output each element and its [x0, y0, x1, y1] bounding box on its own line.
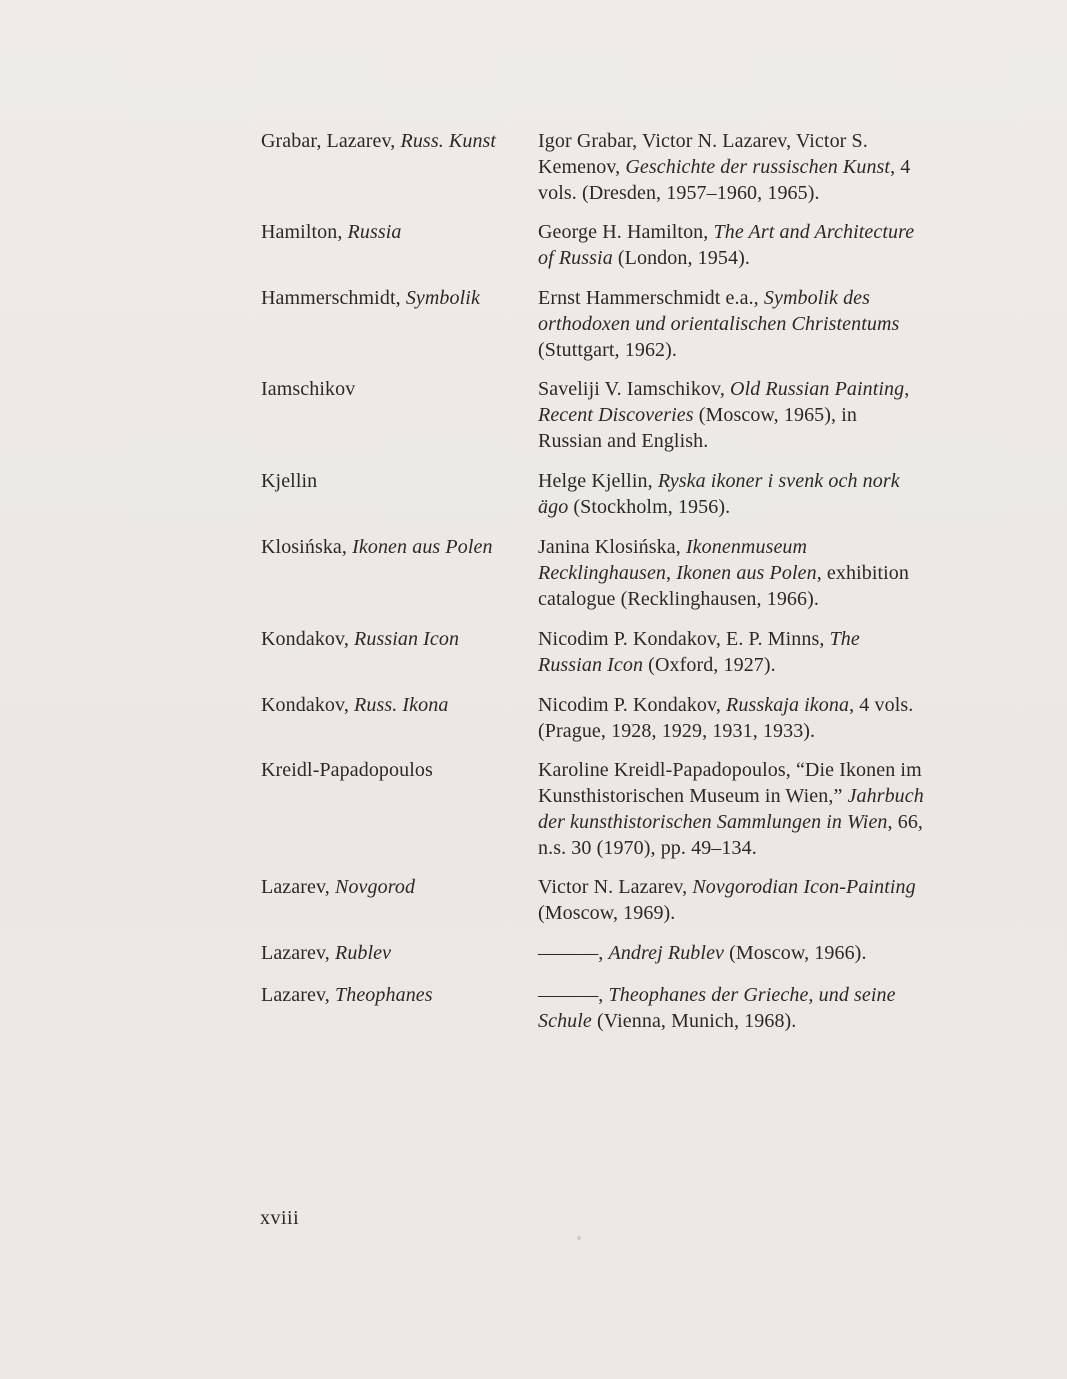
- italic-title-text: Ikonenmuseum Recklinghausen: [538, 536, 808, 584]
- citation-text: Grabar, Lazarev,: [261, 130, 401, 152]
- italic-title-text: Ryska ikoner i svenk och nork ägo: [538, 470, 900, 518]
- entry-full-citation: [538, 376, 926, 454]
- italic-title-text: Russkaja ikona: [726, 694, 850, 716]
- paper-speck: [577, 1236, 581, 1240]
- bibliography-entry: [261, 757, 926, 861]
- entry-full-citation: [538, 757, 926, 861]
- citation-text: Helge Kjellin,: [538, 470, 658, 492]
- bibliography-entry: [261, 940, 926, 966]
- citation-text: (Moscow, 1969).: [538, 902, 676, 924]
- citation-text: Karoline Kreidl-Papadopoulos, “Die Ikonen im Kunsthistorischen Museum in Wien,”: [538, 759, 922, 807]
- bibliography-entry: [261, 219, 926, 271]
- citation-text: Victor N. Lazarev,: [538, 876, 693, 898]
- entry-full-citation: [538, 692, 926, 744]
- italic-title-text: Recent Discoveries: [538, 404, 694, 426]
- bibliography-entry: [261, 468, 926, 520]
- citation-text: ———,: [538, 984, 609, 1006]
- citation-text: Lazarev,: [261, 984, 335, 1006]
- citation-text: George H. Hamilton,: [538, 221, 714, 243]
- italic-title-text: Novgorod: [335, 876, 416, 898]
- citation-text: (Stockholm, 1956).: [568, 496, 731, 518]
- citation-text: Iamschikov: [261, 378, 356, 400]
- entry-full-citation: [538, 626, 926, 678]
- citation-text: Lazarev,: [261, 942, 335, 964]
- bibliography-entry: [261, 534, 926, 612]
- citation-text: Kreidl-Papadopoulos: [261, 759, 433, 781]
- italic-title-text: Russian Icon: [354, 628, 460, 650]
- italic-title-text: Theophanes: [335, 984, 433, 1006]
- citation-text: (London, 1954).: [612, 247, 750, 269]
- italic-title-text: Jahrbuch der kunsthistorischen Sammlungen in Wien: [538, 785, 924, 833]
- citation-text: Ernst Hammerschmidt e.a.,: [538, 287, 764, 309]
- italic-title-text: The Russian Icon: [538, 628, 860, 676]
- citation-text: Lazarev,: [261, 876, 335, 898]
- entry-abbreviation: [261, 534, 538, 560]
- bibliography-entry: [261, 128, 926, 206]
- italic-title-text: Novgorodian Icon-Painting: [692, 876, 916, 898]
- bibliography-abbreviations-list: [261, 128, 926, 1034]
- italic-title-text: Old Russian Painting: [730, 378, 905, 400]
- citation-text: ,: [904, 378, 910, 400]
- citation-text: Kjellin: [261, 470, 318, 492]
- entry-abbreviation: [261, 376, 538, 402]
- citation-text: ———,: [538, 942, 609, 964]
- italic-title-text: Theophanes der Grieche, und seine Schule: [538, 984, 896, 1032]
- entry-abbreviation: [261, 626, 538, 652]
- citation-text: Kondakov,: [261, 628, 355, 650]
- citation-text: , 4 vols. (Dresden, 1957–1960, 1965).: [538, 156, 911, 204]
- italic-title-text: Ikonen aus Polen: [676, 562, 817, 584]
- citation-text: Saveliji V. Iamschikov,: [538, 378, 731, 400]
- entry-abbreviation: [261, 757, 538, 783]
- entry-full-citation: [538, 468, 926, 520]
- entry-abbreviation: [261, 128, 538, 154]
- entry-abbreviation: [261, 692, 538, 718]
- entry-abbreviation: [261, 285, 538, 311]
- citation-text: , 4 vols. (Prague, 1928, 1929, 1931, 1933).: [538, 694, 914, 742]
- entry-abbreviation: [261, 982, 538, 1008]
- bibliography-entry: [261, 626, 926, 678]
- bibliography-entry: [261, 285, 926, 363]
- entry-abbreviation: [261, 219, 538, 245]
- citation-text: Janina Klosińska,: [538, 536, 686, 558]
- citation-text: Kondakov,: [261, 694, 355, 716]
- entry-full-citation: [538, 128, 926, 206]
- citation-text: (Moscow, 1965), in Russian and English.: [538, 404, 857, 452]
- entry-abbreviation: [261, 940, 538, 966]
- bibliography-entry: [261, 376, 926, 454]
- citation-text: Nicodim P. Kondakov,: [538, 694, 727, 716]
- italic-title-text: The Art and Architecture of Russia: [538, 221, 915, 269]
- citation-text: Hammerschmidt,: [261, 287, 406, 309]
- bibliography-entry: [261, 982, 926, 1034]
- bibliography-entry: [261, 692, 926, 744]
- citation-text: Klosińska,: [261, 536, 353, 558]
- citation-text: (Moscow, 1966).: [724, 942, 867, 964]
- italic-title-text: Rublev: [335, 942, 392, 964]
- page-number: xviii: [260, 1207, 300, 1229]
- italic-title-text: Ikonen aus Polen: [352, 536, 493, 558]
- italic-title-text: Symbolik des orthodoxen und orientalischen Christentums: [538, 287, 900, 335]
- italic-title-text: Symbolik: [405, 287, 480, 309]
- entry-abbreviation: [261, 468, 538, 494]
- entry-full-citation: [538, 940, 926, 966]
- entry-full-citation: [538, 285, 926, 363]
- citation-text: , exhibition catalogue (Recklinghausen, 1966).: [538, 562, 909, 610]
- entry-abbreviation: [261, 874, 538, 900]
- italic-title-text: Russia: [347, 221, 402, 243]
- citation-text: Nicodim P. Kondakov, E. P. Minns,: [538, 628, 830, 650]
- entry-full-citation: [538, 219, 926, 271]
- citation-text: (Oxford, 1927).: [643, 654, 776, 676]
- entry-full-citation: [538, 534, 926, 612]
- bibliography-entry: [261, 874, 926, 926]
- entry-full-citation: [538, 874, 926, 926]
- italic-title-text: Geschichte der russischen Kunst: [625, 156, 891, 178]
- citation-text: (Vienna, Munich, 1968).: [591, 1010, 797, 1032]
- italic-title-text: Russ. Ikona: [354, 694, 449, 716]
- italic-title-text: Andrej Rublev: [608, 942, 725, 964]
- citation-text: (Stuttgart, 1962).: [538, 339, 678, 361]
- italic-title-text: Russ. Kunst: [400, 130, 497, 152]
- citation-text: Hamilton,: [261, 221, 348, 243]
- citation-text: , 66, n.s. 30 (1970), pp. 49–134.: [538, 811, 924, 859]
- citation-text: Igor Grabar, Victor N. Lazarev, Victor S. Kemenov,: [538, 130, 868, 178]
- citation-text: ,: [666, 562, 677, 584]
- entry-full-citation: [538, 982, 926, 1034]
